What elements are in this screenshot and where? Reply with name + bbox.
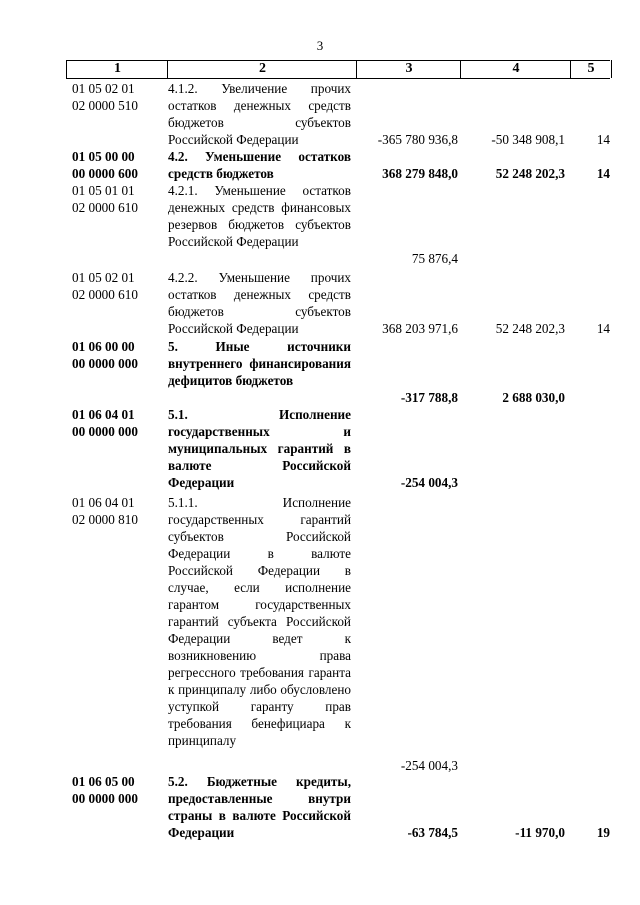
row-value-col5: 14 <box>596 321 610 336</box>
header-col-2: 2 <box>167 60 357 78</box>
header-col-3: 3 <box>356 60 461 78</box>
row-description: 5.1.1. Исполнение государственных гарантий субъектов Российской Федерации в валюте Российской Федерации в случае, если исполнение гарантом государственных гарантий субъекта Российской Федерации ведет к возникновению права регрессного требования гаранта к принципалу либо обусловлено уступкой гаранту прав требования бенефициара к принципалу <box>168 495 351 748</box>
row-description: 4.1.2. Увеличение прочих остатков денежных средств бюджетов субъектов Российской Федерации <box>168 81 351 147</box>
row-code: 01 05 02 01 02 0000 610 <box>72 270 138 302</box>
row-value-col3: 75 876,4 <box>411 251 458 266</box>
row-code: 01 05 00 00 00 0000 600 <box>72 149 138 181</box>
row-value-col3: 368 203 971,6 <box>382 321 458 336</box>
row-value-col3: -63 784,5 <box>407 825 458 840</box>
row-code: 01 05 02 01 02 0000 510 <box>72 81 138 113</box>
header-col-1: 1 <box>66 60 168 78</box>
row-value-col3: 368 279 848,0 <box>382 166 458 181</box>
row-code: 01 06 05 00 00 0000 000 <box>72 774 138 806</box>
row-code: 01 06 04 01 02 0000 810 <box>72 495 138 527</box>
row-code: 01 06 04 01 00 0000 000 <box>72 407 138 439</box>
row-value-col5: 14 <box>596 132 610 147</box>
header-col-4: 4 <box>460 60 571 78</box>
row-value-col5: 19 <box>596 825 610 840</box>
row-description: 4.2.2. Уменьшение прочих остатков денежных средств бюджетов субъектов Российской Федерации <box>168 270 351 336</box>
row-value-col4: 52 248 202,3 <box>495 321 565 336</box>
header-bottom-border <box>66 78 610 79</box>
row-value-col4: 52 248 202,3 <box>495 166 565 181</box>
row-value-col4: -11 970,0 <box>515 825 565 840</box>
row-value-col5: 14 <box>596 166 610 181</box>
row-description: 5.1. Исполнение государственных и муниципальных гарантий в валюте Российской Федерации <box>168 407 351 490</box>
header-col-5: 5 <box>570 60 612 78</box>
row-value-col3: -254 004,3 <box>400 758 458 773</box>
row-code: 01 05 01 01 02 0000 610 <box>72 183 138 215</box>
row-value-col3: -254 004,3 <box>400 475 458 490</box>
row-value-col3: -317 788,8 <box>400 390 458 405</box>
row-value-col4: 2 688 030,0 <box>502 390 565 405</box>
row-value-col3: -365 780 936,8 <box>377 132 458 147</box>
page-number: 3 <box>316 38 324 53</box>
row-description: 5.2. Бюджетные кредиты, предоставленные внутри страны в валюте Российской Федерации <box>168 774 351 840</box>
row-description: 4.2.1. Уменьшение остатков денежных средств финансовых резервов бюджетов субъектов Российской Федерации <box>168 183 351 249</box>
row-description: 4.2. Уменьшение остатков средств бюджетов <box>168 149 351 181</box>
row-code: 01 06 00 00 00 0000 000 <box>72 339 138 371</box>
row-value-col4: -50 348 908,1 <box>491 132 565 147</box>
row-description: 5. Иные источники внутреннего финансирования дефицитов бюджетов <box>168 339 351 388</box>
